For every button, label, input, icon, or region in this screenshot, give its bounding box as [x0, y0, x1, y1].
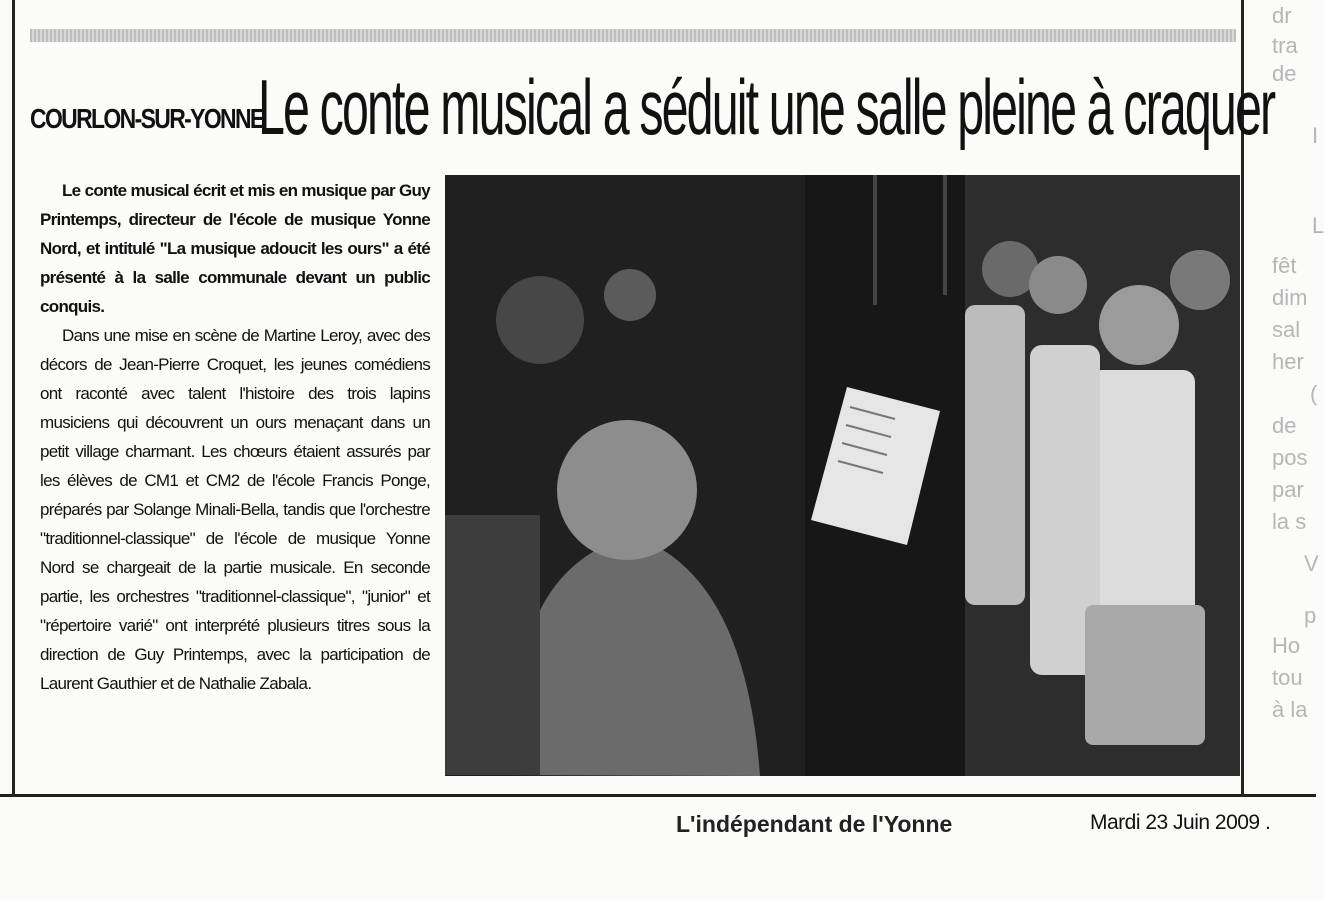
left-column-rule: [12, 0, 15, 795]
adjacent-fragment: fêt: [1272, 253, 1297, 278]
adjacent-fragment: her: [1272, 349, 1304, 374]
article-lead: Le conte musical écrit et mis en musique par Guy Printemps, directeur de l'école de musique Yonne Nord, et intitulé "La musique adoucit les ours" a été présenté à la salle communale devant un public conquis.: [40, 181, 430, 316]
adjacent-fragment: L: [1312, 213, 1324, 238]
adjacent-fragment: p: [1304, 603, 1317, 628]
adjacent-fragment: par: [1272, 477, 1304, 502]
headline: [30, 58, 1275, 170]
adjacent-column-fragments: [1272, 0, 1324, 760]
adjacent-fragment: dr: [1272, 3, 1292, 28]
location-kicker: COURLON-SUR-YONNE: [30, 103, 264, 134]
adjacent-fragment: sal: [1272, 317, 1301, 342]
concert-photo: [445, 175, 1240, 776]
article-title: Le conte musical a séduit une salle pleine à craquer: [258, 63, 1275, 151]
adjacent-fragment: la s: [1272, 509, 1307, 534]
adjacent-fragment: tou: [1272, 665, 1303, 690]
article-body: Dans une mise en scène de Martine Leroy, avec des décors de Jean-Pierre Croquet, les jeunes comédiens ont raconté avec talent l'histoire des trois lapins musiciens qui découvrent un ours menaçant dans un petit village charmant. Les chœurs étaient assurés par les élèves de CM1 et CM2 de l'école Francis Ponge, préparés par Solange Minali-Bella, tandis que l'orchestre "traditionnel-classique" de l'école de musique Yonne Nord se chargeait de la partie musicale. En seconde partie, les orchestres "traditionnel-classique", "junior" et "répertoire varié" ont interprété plusieurs titres sous la direction de Guy Printemps, avec la participation de Laurent Gauthier et de Nathalie Zabala.: [40, 326, 430, 693]
header-halftone-band: [30, 29, 1236, 42]
adjacent-fragment: dim: [1272, 285, 1308, 310]
article-text: [40, 176, 430, 776]
adjacent-fragment: pos: [1272, 445, 1308, 470]
adjacent-fragment: I: [1312, 123, 1319, 148]
adjacent-fragment: de: [1272, 61, 1297, 86]
adjacent-fragment: V: [1304, 551, 1319, 576]
bottom-rule: [0, 794, 1316, 797]
adjacent-fragment: (: [1310, 381, 1318, 406]
adjacent-fragment: de: [1272, 413, 1297, 438]
publication-date: Mardi 23 Juin 2009 .: [1090, 811, 1271, 834]
adjacent-fragment: à la: [1272, 697, 1308, 722]
adjacent-fragment: Ho: [1272, 633, 1301, 658]
publication-name: L'indépendant de l'Yonne: [676, 811, 953, 837]
adjacent-fragment: tra: [1272, 33, 1298, 58]
